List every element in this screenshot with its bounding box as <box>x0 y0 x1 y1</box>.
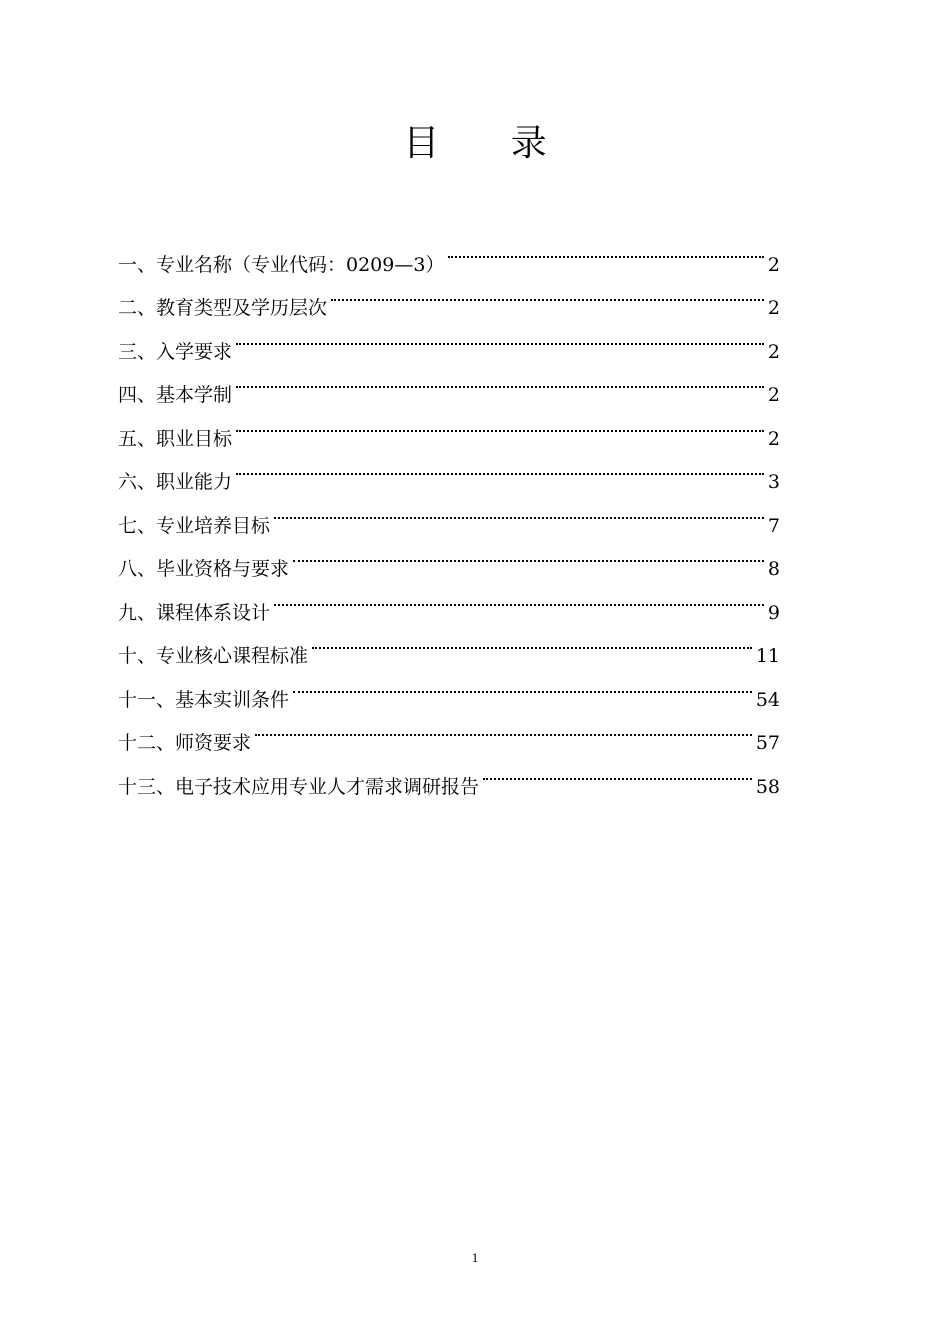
toc-entry-label: 十二、师资要求 <box>118 732 252 754</box>
toc-leader-dots <box>236 401 764 445</box>
table-of-contents <box>118 227 780 798</box>
toc-leader-dots <box>236 445 764 489</box>
toc-entry-label: 七、专业培养目标 <box>118 514 271 537</box>
toc-entry-page: 57 <box>755 732 780 754</box>
toc-entry-label: 十一、基本实训条件 <box>118 688 290 711</box>
toc-entry-label: 三、入学要求 <box>118 340 233 363</box>
toc-entry[interactable] <box>118 227 780 276</box>
toc-entry-page: 2 <box>767 427 780 450</box>
toc-leader-dots <box>236 358 764 402</box>
toc-leader-dots <box>448 227 763 271</box>
toc-entry-label: 五、职业目标 <box>118 427 233 450</box>
page-title: 目 录 <box>403 123 577 164</box>
toc-entry-page: 58 <box>755 775 780 798</box>
toc-entry-label: 十三、电子技术应用专业人才需求调研报告 <box>118 775 480 798</box>
toc-leader-dots <box>274 488 764 532</box>
toc-leader-dots <box>312 619 752 663</box>
toc-leader-dots <box>331 271 764 315</box>
toc-leader-dots <box>255 706 752 750</box>
toc-entry-page: 9 <box>767 601 780 624</box>
toc-entry-page: 3 <box>767 471 780 493</box>
toc-entry-label: 十、专业核心课程标准 <box>118 645 309 667</box>
toc-entry-label: 二、教育类型及学历层次 <box>118 297 328 319</box>
toc-entry-label: 九、课程体系设计 <box>118 601 271 624</box>
toc-entry-page: 8 <box>767 558 780 580</box>
toc-leader-dots <box>274 575 764 619</box>
toc-leader-dots <box>236 314 764 358</box>
page-number: 1 <box>471 1250 479 1265</box>
toc-leader-dots <box>483 749 752 793</box>
toc-entry-page: 2 <box>767 384 780 406</box>
toc-entry-page: 7 <box>767 514 780 537</box>
toc-entry-label: 六、职业能力 <box>118 471 233 493</box>
toc-entry-label: 一、专业名称（专业代码：0209—3） <box>118 253 445 276</box>
toc-entry-label: 八、毕业资格与要求 <box>118 558 290 580</box>
toc-leader-dots <box>293 662 752 706</box>
toc-entry-page: 2 <box>767 297 780 319</box>
toc-entry-page: 11 <box>755 645 780 667</box>
toc-entry-label: 四、基本学制 <box>118 384 233 406</box>
toc-entry-page: 54 <box>755 688 780 711</box>
toc-entry-page: 2 <box>767 340 780 363</box>
toc-entry-page: 2 <box>767 253 780 276</box>
toc-leader-dots <box>293 532 764 576</box>
